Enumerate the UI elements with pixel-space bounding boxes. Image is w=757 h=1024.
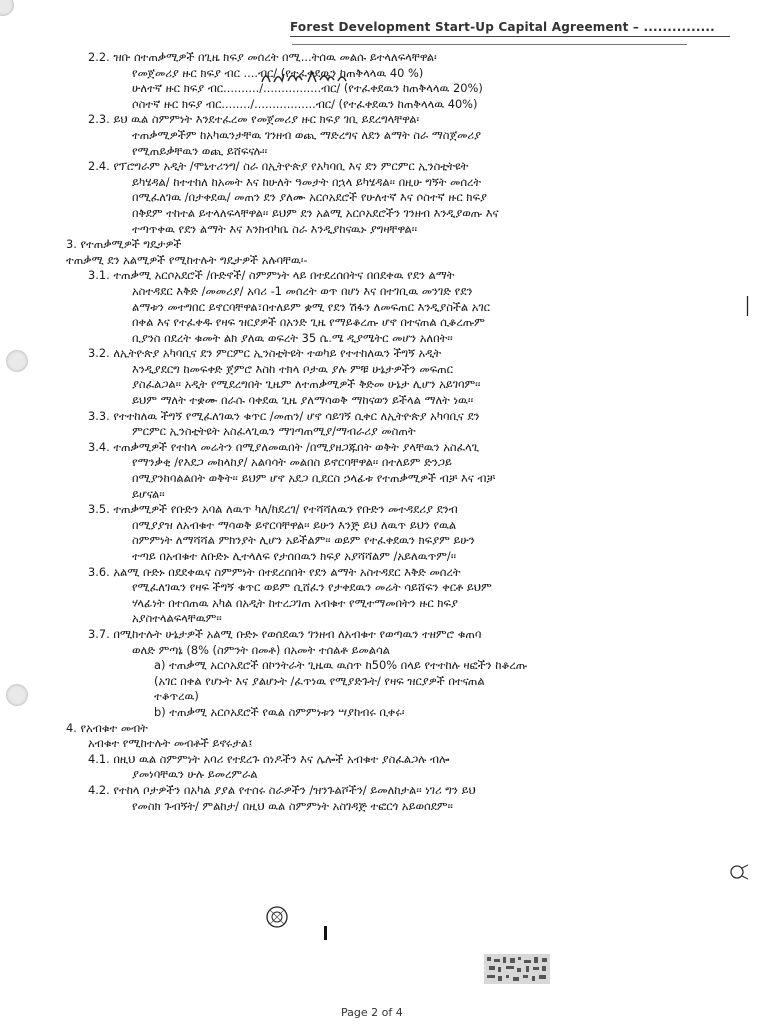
text-line: የሚፈለገዉን የዛፍ ችግኝ ቁጥር ወይም ሲሸፈን የታቀደዉን መሬት ሳይሸፍን ቀርቶ ይህም: [132, 580, 492, 595]
text-line: ልማቱን መተግበር ይኖርባቸዋል፣በተለይም ቋሚ የደን ሽፋን ለመፍጠር እንዲያስችል አገር: [132, 299, 490, 314]
handwritten-amount: [258, 68, 350, 86]
text-line: የመስክ ጉብኝት/ ምልከታ/ በዚህ ዉል ስምምነት አስገዳጅ ተፎርጎ አይወሰደም፡፡: [132, 798, 453, 813]
text-line: ምርምር ኢንስቲትዩት አስፈላጊዉን ማገጣጠሚያ/ማብራሪያ መስጠት: [132, 424, 416, 439]
page-header: Forest Development Start-Up Capital Agreement – ...............: [290, 20, 730, 37]
text-line: በሚያንከባልልበት ወቅት፡፡ ይህም ሆኖ አደጋ ቢደርስ ኃላፊቱ የተጠቃሚዎች ብቻ እና ብቻ: [132, 471, 496, 486]
text-line: አስተዳደር እቅድ /መመሪያ/ አባሪ -1 መሰረት ወጥ በሆነ እና በተገቢዉ መንገድ የደን: [132, 283, 473, 298]
text-line: አያስተላልፍላቸዉም፡፡: [132, 611, 222, 626]
text-line: ሃላፊነት በተሰጠዉ አካል በአዲት ከተረጋገጠ አብቁተ የሚተማመበትን ዙር ክፍያ: [132, 595, 458, 610]
text-line: በቀል እና የተፈቀዱ የዛፍ ዝርያዎች በአንድ ጊዜ የማይቆረጡ ሆኖ በተናጠል ሲቆረጡም: [132, 315, 485, 330]
signature-mark: [324, 926, 327, 940]
text-line: የሚጠይቃቸዉን ወጪ ይሸፍናሉ፡፡: [132, 143, 268, 158]
text-line: 3.1. ተጠቃሚ አርሶአደሮች /ቡድኖች/ ስምምነት ላይ በተደረሰበትና በበደቀዉ የደን ልማት: [88, 268, 455, 283]
text-line: 2.3. ይህ ዉል ስምምነት እንደተፈረመ የመጀመሪያ ዙር ክፍያ ገቢ ይደረግላቸዋል፡: [88, 112, 420, 127]
punch-hole: [0, 0, 14, 16]
header-rule: [292, 44, 687, 45]
text-line: ይካሄዳል/ ከተተከለ ከአመት እና ከሁለት ዓመታት በኋላ ይካሄዳል፡፡ በዚሁ ግኝት መሰረት: [132, 174, 482, 189]
text-line: ይህም ማለት ተቋሙ በራሱ ባቀደዉ ጊዜ ያለማሳወቅ ማከናወን ይችላል ማለት ነዉ፡፡: [132, 393, 474, 408]
text-line: b) ተጠቃሚ አርሶአደሮች የዉል ስምምነቱን ሣያከብሩ ቢቀሩ፡: [154, 704, 405, 719]
text-line: ተጣጥቀዉ የደን ልማት እና እንክብካቤ ስራ እንዲያከናዉኑ ያግዛቸዋል፡፡: [132, 221, 418, 236]
text-line: 3.5. ተጠቃሚዎች የቡድን አባል ለዉጥ ካለ/ከደረገ/ የተሻሻለዉን የቡድን መተዳደሪያ ደንብ: [88, 502, 458, 517]
text-line: ተጠቃሚዎችም ከአካዉንታቸዉ ገንዘብ ወጪ ማድረግና ለደን ልማት ስራ ማስጀመሪያ: [132, 127, 481, 142]
text-line: ወለድ ምጣኔ (8% (ስምንት በመቶ) በአመት ተሰልቶ ይመልሳል: [132, 642, 390, 657]
text-line: ቢያንስ በደረት ቁመት ልክ ያለዉ ወፍረት 35 ሴ.ሜ ዲያሜትር መሆን አለበት፡፡: [132, 330, 453, 345]
text-line: ተቆጥረዉ): [154, 689, 199, 704]
text-line: ሶስተኛ ዙር ክፍያ ብር......../.................ብር/ (የተፈቀደዉን ከጠቅላላዉ 40%): [132, 96, 478, 111]
text-line: 4.2. የተከላ ቦታዎችን በአካል ያያል የተሰሩ ስራዎችን /ዝንጉልሾችን/ ይመለከታል፡፡ ነገሪ ግን ይህ: [88, 782, 476, 797]
text-line: ያስፈልጋል፡፡ አዲት የሚደረግበት ጊዜም ለተጠቃሚዎች ቅድመ ሁኔታ ሊሆን አይገባም፡፡: [132, 377, 481, 392]
punch-hole: [6, 350, 28, 372]
text-line: 2.2. ዝቡ ሰተጠቃሚዎች በጊዜ ክፍያ መሰረት በሚ...ትሰዉ መልሱ ይተላለፍላቸዋል፡: [88, 50, 437, 64]
text-line: 3. የተጠቃሚዎች ግዴታዎች: [66, 237, 182, 252]
text-line: ይሆናል፡፡: [132, 486, 165, 501]
text-line: 4. የአብቁተ መብት: [66, 720, 148, 735]
text-line: a) ተጠቃሚ አርሶአደሮች በኮንትራት ጊዜዉ ዉስጥ ከ50% በላይ የተተከሉ ዛፎችን ከቆረጡ: [154, 658, 528, 673]
text-line: በሚያያዝ ለአብቁተ ማሳወቅ ይኖርባቸዋል፡፡ ይሁን እንጅ ይህ ለዉጥ ይህን የዉል: [132, 517, 457, 532]
text-line: 4.1. በዚህ ዉል ስምምነት አባሪ የተደረጉ ሰነዶችን እና ሌሎች አብቁተ ያስፈልጋሉ ብሎ: [88, 751, 450, 766]
text-line: አብቁተ የሚከተሉት መብቶች ይኖሩታል፤: [88, 736, 253, 751]
text-line: እንዲያደርግ ከመፍቀድ ጀምሮ እስከ ተክላ ቦታዉ ያሉ ምቹ ሁኔታዎችን መፍጠር: [132, 361, 453, 376]
text-line: በሚፈለገዉ /በታቀደዉ/ መጠን ደን ያለሙ አርሶአደሮች የሁለተኛ እና ሶስተኛ ዙር ክፍያ: [132, 190, 487, 205]
text-line: (አገር በቀል የሆኑት እና ያልሆኑት /ፈጥነዉ የሚያድጉት/ የዛፍ ዝርያዎች በተናጠል: [154, 673, 485, 688]
stamp-icon: [484, 954, 550, 984]
margin-scribble: [728, 862, 750, 882]
margin-tick: [746, 296, 749, 316]
text-line: በቅደም ተከተል ይተላለፍላቸዋል፡፡ ይህም ደን አልሚ አርሶአደሮችን ገንዘብ እንዲያወጡ እና: [132, 205, 499, 220]
text-line: 3.6. አልሚ ቡድኑ በደደቀዉና ስምምነት በተደረሰበት የደን ልማት አስተዳደር እቅድ መሰረት: [88, 564, 461, 579]
text-line: የመጀመሪያ ዙር ክፍያ ብር ....ብር/ (የተፈቀደዉን ከጠቅላላዉ 40 %): [132, 65, 424, 80]
text-line: 3.4. ተጠቃሚዎች የተከላ መሬትን በሚያለመዉበት /በሚያዘጋጁበት ወቅት ያላቸዉን አስፈላጊ: [88, 439, 480, 454]
text-line: ያመነባቸዉን ሁሉ ይመረምራል: [132, 767, 258, 782]
text-line: ሁለተኛ ዙር ክፍያ ብር........../................ብር/ (የተፈቀደዉን ከጠቅላላዉ 20%): [132, 81, 483, 96]
text-line: የማንቃቂ /የእደጋ መከላከያ/ አልባሳት መልበስ ይኖርባቸዋል፡፡ በተለይም ድንጋይ: [132, 455, 452, 470]
text-line: ስምምነት ለማሻሻል ምክንያት ሊሆን አይችልም፡፡ ወይም የተፈቀደዉን ክፍያም ይሁን: [132, 533, 475, 548]
punch-hole: [6, 684, 28, 706]
document-body: [66, 50, 686, 814]
text-line: 2.4. የፕሮግራም አዲት /ሞኒተሪንግ/ ስራ በኢትዮጵያ የአካባቢ እና ደን ምርምር ኢንስቲትዩት: [88, 159, 469, 174]
text-line: 3.2. ለኢትዮጵያ አካባቢና ደን ምርምር ኢንስቲትዩት ተወካይ የተተከለዉን ችግኝ አዲት: [88, 346, 442, 361]
signature-seal: [264, 904, 290, 930]
text-line: ተጠቃሚ ደን አልሚዎች የሚከተሉት ግዴታዎች አሉባቸዉ፡-: [66, 252, 308, 267]
text-line: 3.7. በሚከተሉት ሁኔታዎች አልሚ ቡድኑ የወሰደዉን ገንዘብ ለአብቁተ የወጣዉን ተዘምሮ ቁጠባ: [88, 626, 482, 641]
page-number: Page 2 of 4: [341, 1006, 403, 1019]
text-line: 3.3. የተተከለዉ ችግኝ የሚፈለገዉን ቁጥር /መጠን/ ሆኖ ሳይገኝ ሲቀር ለኢትዮጵያ አካባቢና ደን: [88, 408, 480, 423]
text-line: ተጣይ በአብቁተ ለቡድኑ ሊተላለፍ የታሰበዉን ክፍያ አያሻሻልም /አይለዉጥም/፡፡: [132, 549, 457, 563]
